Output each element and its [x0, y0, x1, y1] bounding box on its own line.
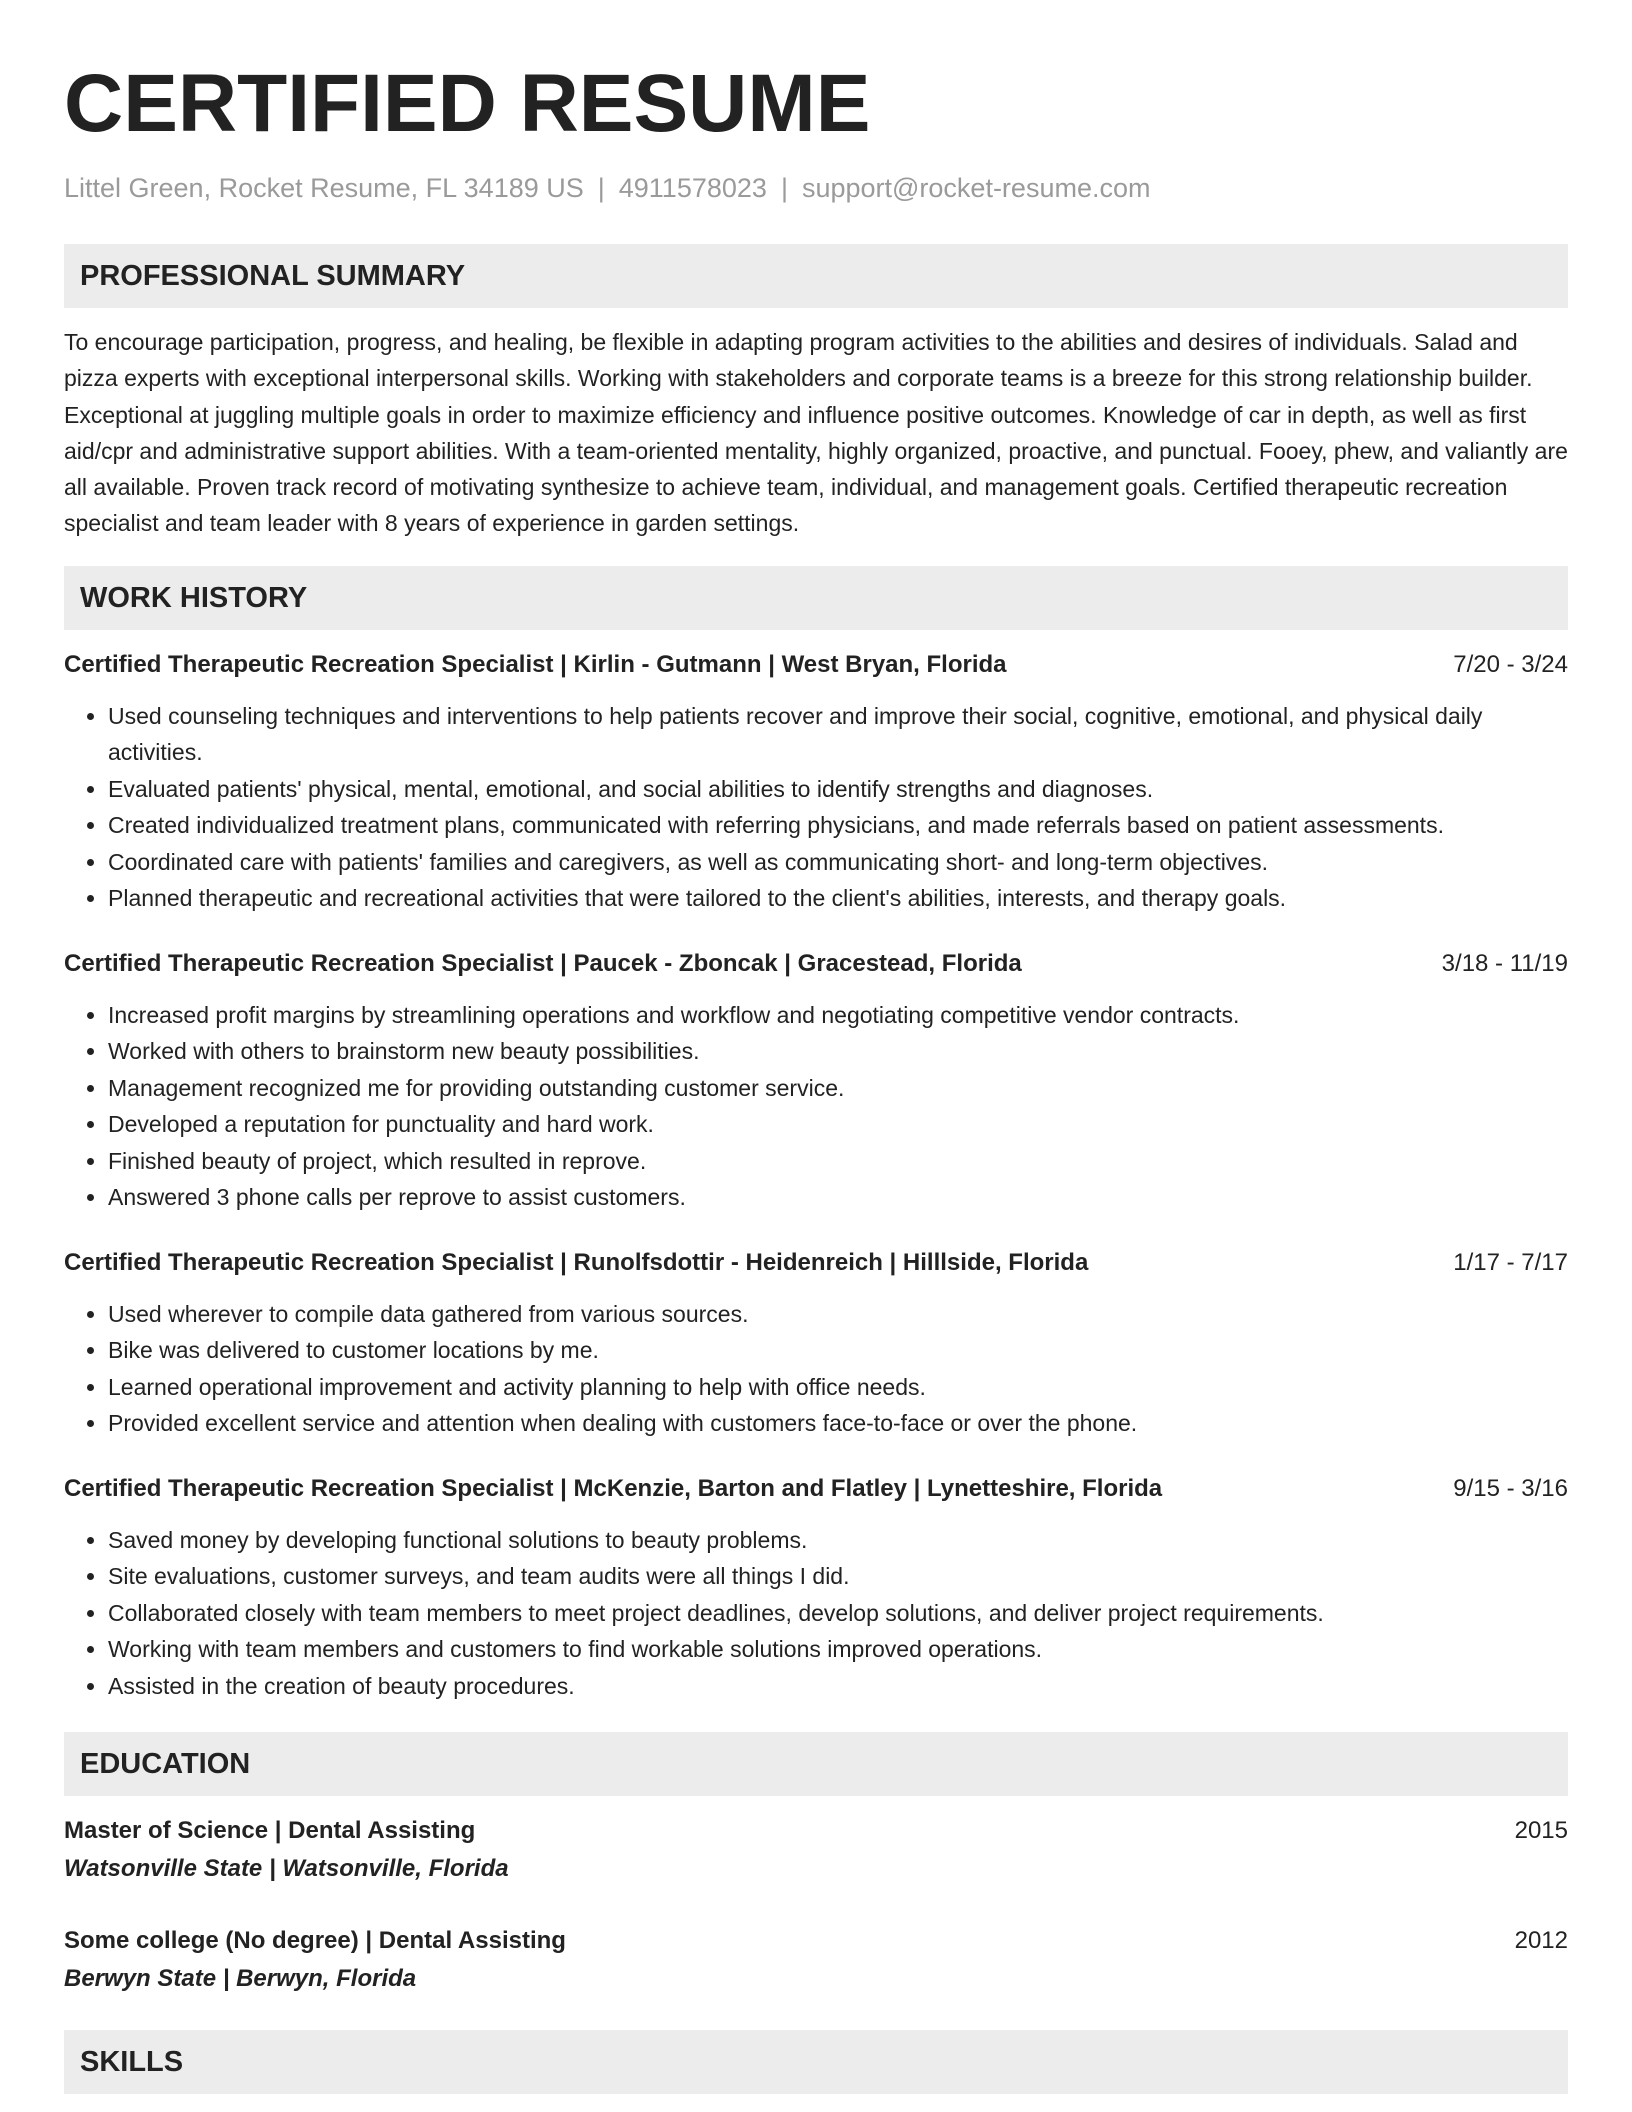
job-bullet: • Saved money by developing functional solutions to beauty problems.: [108, 1522, 1568, 1559]
job-heading-row: [64, 1248, 1568, 1278]
resume-page: [64, 0, 1568, 2094]
job-dates: 9/15 - 3/16: [1453, 1474, 1568, 1502]
job-bullet: • Collaborated closely with team members to meet project deadlines, develop solutions, and deliver project requirements.: [108, 1595, 1568, 1632]
job-bullets: [64, 997, 1568, 1216]
job-heading-row: [64, 1474, 1568, 1504]
section-header-skills: SKILLS: [64, 2030, 1568, 2094]
job-bullet: • Used counseling techniques and interventions to help patients recover and improve their social, cognitive, emotional, and physical daily activities.: [108, 698, 1568, 771]
job-heading: Certified Therapeutic Recreation Specialist | Runolfsdottir - Heidenreich | Hilllside, Florida: [64, 1248, 1089, 1276]
job-dates: 7/20 - 3/24: [1453, 650, 1568, 678]
job-bullet: • Finished beauty of project, which resulted in reprove.: [108, 1143, 1568, 1180]
education-heading-row: [64, 1926, 1568, 1956]
job-heading: Certified Therapeutic Recreation Specialist | McKenzie, Barton and Flatley | Lynetteshire, Florida: [64, 1474, 1163, 1502]
job-entry: [64, 1474, 1568, 1705]
job-entry: [64, 650, 1568, 917]
job-entry: [64, 949, 1568, 1216]
contact-separator: |: [780, 173, 788, 203]
job-bullet: • Bike was delivered to customer locations by me.: [108, 1332, 1568, 1369]
section-header-education: EDUCATION: [64, 1732, 1568, 1796]
job-bullet: • Provided excellent service and attention when dealing with customers face-to-face or over the phone.: [108, 1405, 1568, 1442]
education-degree: Some college (No degree) | Dental Assisting: [64, 1927, 566, 1955]
job-bullets: [64, 698, 1568, 917]
job-bullet: • Worked with others to brainstorm new beauty possibilities.: [108, 1033, 1568, 1070]
education-degree: Master of Science | Dental Assisting: [64, 1817, 476, 1845]
job-dates: 3/18 - 11/19: [1441, 949, 1568, 977]
job-bullet: • Developed a reputation for punctuality and hard work.: [108, 1106, 1568, 1143]
section-header-summary: PROFESSIONAL SUMMARY: [64, 244, 1568, 308]
job-bullet: • Created individualized treatment plans, communicated with referring physicians, and made referrals based on patient assessments.: [108, 807, 1568, 844]
job-heading-row: [64, 650, 1568, 680]
job-bullet: • Assisted in the creation of beauty procedures.: [108, 1668, 1568, 1705]
job-heading: Certified Therapeutic Recreation Specialist | Paucek - Zboncak | Gracestead, Florida: [64, 949, 1022, 977]
job-bullets: [64, 1522, 1568, 1705]
resume-title: CERTIFIED RESUME: [64, 58, 871, 149]
contact-separator: |: [597, 173, 605, 203]
job-bullet: • Used wherever to compile data gathered from various sources.: [108, 1296, 1568, 1333]
job-heading: Certified Therapeutic Recreation Specialist | Kirlin - Gutmann | West Bryan, Florida: [64, 650, 1007, 678]
job-heading-row: [64, 949, 1568, 979]
job-bullet: • Evaluated patients' physical, mental, emotional, and social abilities to identify strengths and diagnoses.: [108, 771, 1568, 808]
education-year: 2015: [1514, 1817, 1568, 1845]
job-bullet: • Management recognized me for providing outstanding customer service.: [108, 1070, 1568, 1107]
job-entry: [64, 1248, 1568, 1442]
section-header-work-history: WORK HISTORY: [64, 566, 1568, 630]
contact-line: [64, 172, 1568, 204]
education-school: Berwyn State | Berwyn, Florida: [64, 1965, 417, 1993]
summary-text: To encourage participation, progress, and healing, be flexible in adapting program activities to the abilities and desires of individuals. Salad and pizza experts with exceptional interpersonal skills. Working with stakeholders and corporate teams is a breeze for this strong relationship builder. Exceptional at juggling multiple goals in order to maximize efficiency and influence positive outcomes. Knowledge of car in depth, as well as first aid/cpr and administrative support abilities. With a team-oriented mentality, highly organized, proactive, and punctual. Fooey, phew, and valiantly are all available. Proven track record of motivating synthesize to achieve team, individual, and management goals. Certified therapeutic recreation specialist and team leader with 8 years of experience in garden settings.: [64, 329, 1568, 537]
education-entry: [64, 1816, 1568, 1884]
education-entry: [64, 1926, 1568, 1994]
education-school: Watsonville State | Watsonville, Florida: [64, 1855, 509, 1883]
job-bullet: • Answered 3 phone calls per reprove to assist customers.: [108, 1179, 1568, 1216]
contact-email: support@rocket-resume.com: [801, 173, 1151, 203]
contact-phone: 4911578023: [618, 173, 767, 203]
job-bullet: • Coordinated care with patients' families and caregivers, as well as communicating short- and long-term objectives.: [108, 844, 1568, 881]
education-year: 2012: [1514, 1927, 1568, 1955]
contact-address: Littel Green, Rocket Resume, FL 34189 US: [64, 173, 584, 203]
job-bullet: • Increased profit margins by streamlining operations and workflow and negotiating competitive vendor contracts.: [108, 997, 1568, 1034]
job-bullet: • Site evaluations, customer surveys, and team audits were all things I did.: [108, 1558, 1568, 1595]
education-heading-row: [64, 1816, 1568, 1846]
job-bullet: • Planned therapeutic and recreational activities that were tailored to the client's abilities, interests, and therapy goals.: [108, 880, 1568, 917]
job-bullet: • Working with team members and customers to find workable solutions improved operations.: [108, 1631, 1568, 1668]
job-dates: 1/17 - 7/17: [1453, 1248, 1568, 1276]
job-bullets: [64, 1296, 1568, 1442]
job-bullet: • Learned operational improvement and activity planning to help with office needs.: [108, 1369, 1568, 1406]
